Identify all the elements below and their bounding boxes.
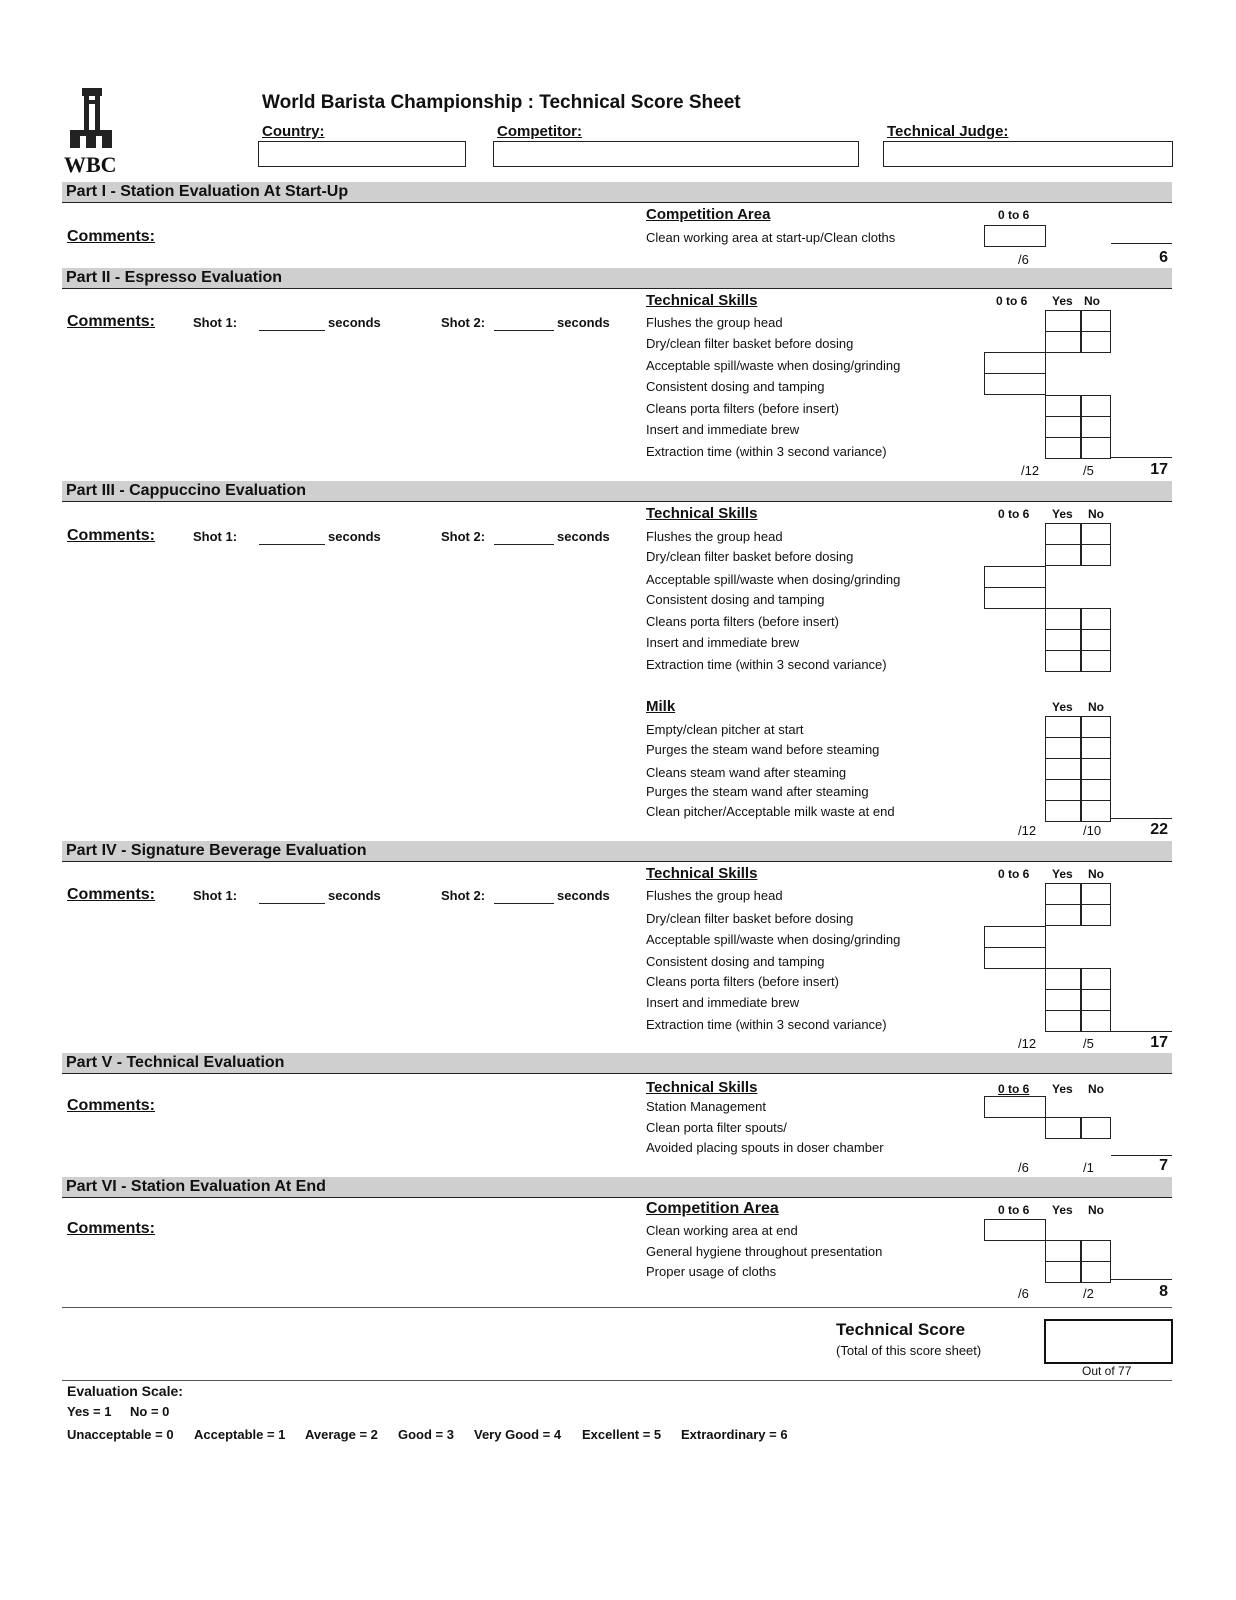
part3-milk-no-5[interactable] xyxy=(1080,800,1111,822)
part4-item-4: Consistent dosing and tamping xyxy=(646,954,825,969)
part3-technical-skills-heading: Technical Skills xyxy=(646,505,758,522)
part4-scale-3[interactable] xyxy=(984,926,1046,948)
part3-band xyxy=(62,481,1172,502)
part4-item-1: Flushes the group head xyxy=(646,888,783,903)
part6-title: Part VI - Station Evaluation At End xyxy=(66,1178,326,1195)
part3-item-3: Acceptable spill/waste when dosing/grinding xyxy=(646,572,901,587)
part3-milk-no-4[interactable] xyxy=(1080,779,1111,801)
scale-level-6: Extraordinary = 6 xyxy=(681,1427,788,1442)
part1-score: 6 xyxy=(1159,249,1168,266)
part2-shot1-seconds: seconds xyxy=(328,315,381,330)
part4-no-5[interactable] xyxy=(1080,968,1111,990)
part6-max-scale: /6 xyxy=(1018,1286,1029,1301)
part3-score: 22 xyxy=(1150,821,1168,838)
part3-shot1-seconds: seconds xyxy=(328,529,381,544)
part4-yes-1[interactable] xyxy=(1045,883,1082,905)
part2-no-7[interactable] xyxy=(1080,437,1111,459)
part6-item-3: Proper usage of cloths xyxy=(646,1264,777,1279)
competitor-field[interactable] xyxy=(493,141,859,167)
part3-milk-yes-5[interactable] xyxy=(1045,800,1082,822)
part4-technical-skills-heading: Technical Skills xyxy=(646,865,758,882)
part2-yes-header: Yes xyxy=(1052,294,1073,308)
part3-milk-item-1: Empty/clean pitcher at start xyxy=(646,722,804,737)
part3-comments-label: Comments: xyxy=(67,527,156,544)
part2-item-7: Extraction time (within 3 second variance) xyxy=(646,444,887,459)
part3-max-yesno: /10 xyxy=(1083,823,1102,838)
part3-milk-no-header: No xyxy=(1088,700,1104,714)
part3-milk-item-2: Purges the steam wand before steaming xyxy=(646,742,880,757)
part2-no-6[interactable] xyxy=(1080,416,1111,438)
part5-item-3: Avoided placing spouts in doser chamber xyxy=(646,1140,884,1155)
part3-milk-yes-header: Yes xyxy=(1052,700,1073,714)
part3-item-4: Consistent dosing and tamping xyxy=(646,592,825,607)
part1-comments-label: Comments: xyxy=(67,228,156,245)
part2-scale-header: 0 to 6 xyxy=(996,294,1028,308)
part2-shot1-label: Shot 1: xyxy=(193,315,238,330)
part2-shot2-seconds: seconds xyxy=(557,315,610,330)
part2-max-yesno: /5 xyxy=(1083,463,1094,478)
part6-yes-header: Yes xyxy=(1052,1203,1073,1217)
part5-item-2: Clean porta filter spouts/ xyxy=(646,1120,787,1135)
part4-band xyxy=(62,841,1172,862)
part2-shot2-input[interactable] xyxy=(494,330,554,331)
part4-no-header: No xyxy=(1088,867,1104,881)
part3-milk-yes-2[interactable] xyxy=(1045,737,1082,759)
part6-yes-3[interactable] xyxy=(1045,1261,1082,1283)
part3-milk-item-4: Purges the steam wand after steaming xyxy=(646,784,869,799)
country-field[interactable] xyxy=(258,141,466,167)
part3-scale-header: 0 to 6 xyxy=(998,507,1030,521)
part3-no-6[interactable] xyxy=(1080,629,1111,651)
part6-scale-header: 0 to 6 xyxy=(998,1203,1030,1217)
part4-scale-header: 0 to 6 xyxy=(998,867,1030,881)
part3-shot2-input[interactable] xyxy=(494,544,554,545)
part4-shot2-label: Shot 2: xyxy=(441,888,486,903)
part5-score: 7 xyxy=(1159,1157,1168,1174)
part4-shot1-input[interactable] xyxy=(259,903,325,904)
part6-score: 8 xyxy=(1159,1283,1168,1300)
part2-comments-label: Comments: xyxy=(67,313,156,330)
part4-yes-5[interactable] xyxy=(1045,968,1082,990)
part5-scale-1[interactable] xyxy=(984,1096,1046,1118)
part2-yes-6[interactable] xyxy=(1045,416,1082,438)
part1-max-scale: /6 xyxy=(1018,252,1029,267)
tower-logo-icon xyxy=(66,86,116,150)
part3-shot2-seconds: seconds xyxy=(557,529,610,544)
part5-yes-header: Yes xyxy=(1052,1082,1073,1096)
part3-milk-yes-4[interactable] xyxy=(1045,779,1082,801)
competitor-label: Competitor: xyxy=(497,123,582,140)
scale-level-0: Unacceptable = 0 xyxy=(67,1427,174,1442)
part2-item-2: Dry/clean filter basket before dosing xyxy=(646,336,854,351)
part5-no-header: No xyxy=(1088,1082,1104,1096)
part3-milk-no-3[interactable] xyxy=(1080,758,1111,780)
part3-scale-4[interactable] xyxy=(984,587,1046,609)
part2-item-5: Cleans porta filters (before insert) xyxy=(646,401,839,416)
part3-item-5: Cleans porta filters (before insert) xyxy=(646,614,839,629)
part3-yes-6[interactable] xyxy=(1045,629,1082,651)
part2-no-header: No xyxy=(1084,294,1100,308)
part2-max-scale: /12 xyxy=(1021,463,1040,478)
part5-band xyxy=(62,1053,1172,1074)
part3-yes-header: Yes xyxy=(1052,507,1073,521)
part1-scale-header: 0 to 6 xyxy=(998,208,1030,222)
part4-no-7[interactable] xyxy=(1080,1010,1111,1032)
part1-competition-area-heading: Competition Area xyxy=(646,206,771,223)
part2-scale-3[interactable] xyxy=(984,352,1046,374)
part2-no-1[interactable] xyxy=(1080,310,1111,332)
out-of-label: Out of 77 xyxy=(1082,1364,1132,1378)
part4-item-2: Dry/clean filter basket before dosing xyxy=(646,911,854,926)
part3-milk-yes-1[interactable] xyxy=(1045,716,1082,738)
part6-item-2: General hygiene throughout presentation xyxy=(646,1244,883,1259)
page-title: World Barista Championship : Technical Score Sheet xyxy=(262,92,741,113)
part5-max-scale: /6 xyxy=(1018,1160,1029,1175)
part2-score: 17 xyxy=(1150,461,1168,478)
part4-item-7: Extraction time (within 3 second variance) xyxy=(646,1017,887,1032)
part2-item-3: Acceptable spill/waste when dosing/grinding xyxy=(646,358,901,373)
part2-band xyxy=(62,268,1172,289)
part2-title: Part II - Espresso Evaluation xyxy=(66,269,283,286)
part4-yes-header: Yes xyxy=(1052,867,1073,881)
part4-no-1[interactable] xyxy=(1080,883,1111,905)
part3-milk-no-1[interactable] xyxy=(1080,716,1111,738)
part4-yes-6[interactable] xyxy=(1045,989,1082,1011)
scale-no: No = 0 xyxy=(130,1404,170,1419)
part3-scale-3[interactable] xyxy=(984,566,1046,588)
part3-title: Part III - Cappuccino Evaluation xyxy=(66,482,307,499)
part1-score-line xyxy=(1111,243,1172,244)
part4-item-3: Acceptable spill/waste when dosing/grinding xyxy=(646,932,901,947)
part2-technical-skills-heading: Technical Skills xyxy=(646,292,758,309)
part4-score-line xyxy=(1111,1031,1172,1032)
part2-item-1: Flushes the group head xyxy=(646,315,783,330)
part1-item: Clean working area at start-up/Clean cloths xyxy=(646,230,896,245)
wbc-logo xyxy=(66,86,116,150)
scale-title: Evaluation Scale: xyxy=(67,1383,183,1399)
part2-score-line xyxy=(1111,457,1172,458)
part5-scale-header: 0 to 6 xyxy=(998,1082,1030,1096)
total-top-rule xyxy=(62,1307,1172,1308)
part4-title: Part IV - Signature Beverage Evaluation xyxy=(66,842,367,859)
part3-shot1-label: Shot 1: xyxy=(193,529,238,544)
part2-yes-7[interactable] xyxy=(1045,437,1082,459)
part3-shot2-label: Shot 2: xyxy=(441,529,486,544)
part6-score-line xyxy=(1111,1279,1172,1280)
part6-competition-area-heading: Competition Area xyxy=(646,1200,779,1217)
part5-yes-2[interactable] xyxy=(1045,1117,1082,1139)
part5-comments-label: Comments: xyxy=(67,1097,156,1114)
scale-yes: Yes = 1 xyxy=(67,1404,112,1419)
judge-label: Technical Judge: xyxy=(887,123,1009,140)
scale-level-3: Good = 3 xyxy=(398,1427,454,1442)
part3-item-1: Flushes the group head xyxy=(646,529,783,544)
part3-item-2: Dry/clean filter basket before dosing xyxy=(646,549,854,564)
part1-band xyxy=(62,182,1172,203)
part3-milk-item-5: Clean pitcher/Acceptable milk waste at end xyxy=(646,804,895,819)
part3-no-2[interactable] xyxy=(1080,544,1111,566)
technical-score-sub: (Total of this score sheet) xyxy=(836,1343,982,1358)
part5-item-1: Station Management xyxy=(646,1099,766,1114)
scale-level-5: Excellent = 5 xyxy=(582,1427,662,1442)
part3-yes-7[interactable] xyxy=(1045,650,1082,672)
part2-yes-5[interactable] xyxy=(1045,395,1082,417)
part2-no-2[interactable] xyxy=(1080,331,1111,353)
part3-no-5[interactable] xyxy=(1080,608,1111,630)
part5-technical-skills-heading: Technical Skills xyxy=(646,1079,758,1096)
part4-shot2-input[interactable] xyxy=(494,903,554,904)
part4-max-yesno: /5 xyxy=(1083,1036,1094,1051)
part4-comments-label: Comments: xyxy=(67,886,156,903)
scale-level-4: Very Good = 4 xyxy=(474,1427,562,1442)
scale-level-2: Average = 2 xyxy=(305,1427,378,1442)
part2-no-5[interactable] xyxy=(1080,395,1111,417)
part5-no-2[interactable] xyxy=(1080,1117,1111,1139)
part4-shot1-seconds: seconds xyxy=(328,888,381,903)
part5-max-yesno: /1 xyxy=(1083,1160,1094,1175)
part3-yes-2[interactable] xyxy=(1045,544,1082,566)
part4-yes-7[interactable] xyxy=(1045,1010,1082,1032)
technical-score-label: Technical Score xyxy=(836,1320,966,1339)
part2-item-6: Insert and immediate brew xyxy=(646,422,800,437)
part4-yes-2[interactable] xyxy=(1045,904,1082,926)
part6-band xyxy=(62,1177,1172,1198)
part6-yes-2[interactable] xyxy=(1045,1240,1082,1262)
part1-title: Part I - Station Evaluation At Start-Up xyxy=(66,183,349,200)
part4-no-2[interactable] xyxy=(1080,904,1111,926)
part3-yes-5[interactable] xyxy=(1045,608,1082,630)
total-bottom-rule xyxy=(62,1380,1172,1381)
part3-item-7: Extraction time (within 3 second variance) xyxy=(646,657,887,672)
part2-scale-4[interactable] xyxy=(984,373,1046,395)
part3-item-6: Insert and immediate brew xyxy=(646,635,800,650)
part4-item-5: Cleans porta filters (before insert) xyxy=(646,974,839,989)
part4-item-6: Insert and immediate brew xyxy=(646,995,800,1010)
part4-max-scale: /12 xyxy=(1018,1036,1037,1051)
part3-milk-yes-3[interactable] xyxy=(1045,758,1082,780)
part4-scale-4[interactable] xyxy=(984,947,1046,969)
logo-text: WBC xyxy=(64,152,117,177)
part6-comments-label: Comments: xyxy=(67,1220,156,1237)
part5-title: Part V - Technical Evaluation xyxy=(66,1054,285,1071)
part3-yes-1[interactable] xyxy=(1045,523,1082,545)
part3-milk-no-2[interactable] xyxy=(1080,737,1111,759)
part2-yes-1[interactable] xyxy=(1045,310,1082,332)
part3-no-header: No xyxy=(1088,507,1104,521)
part3-milk-heading: Milk xyxy=(646,698,676,715)
part6-item-1: Clean working area at end xyxy=(646,1223,798,1238)
part3-milk-item-3: Cleans steam wand after steaming xyxy=(646,765,847,780)
technical-score-box[interactable] xyxy=(1044,1319,1173,1364)
part3-no-7[interactable] xyxy=(1080,650,1111,672)
part6-max-yesno: /2 xyxy=(1083,1286,1094,1301)
part6-no-header: No xyxy=(1088,1203,1104,1217)
part6-no-2[interactable] xyxy=(1080,1240,1111,1262)
part6-no-3[interactable] xyxy=(1080,1261,1111,1283)
part3-max-scale: /12 xyxy=(1018,823,1037,838)
part1-scale-cell[interactable] xyxy=(984,225,1046,247)
part3-shot1-input[interactable] xyxy=(259,544,325,545)
part3-no-1[interactable] xyxy=(1080,523,1111,545)
part3-score-line xyxy=(1111,818,1172,819)
part2-yes-2[interactable] xyxy=(1045,331,1082,353)
part2-shot2-label: Shot 2: xyxy=(441,315,486,330)
part2-item-4: Consistent dosing and tamping xyxy=(646,379,825,394)
country-label: Country: xyxy=(262,123,325,140)
part4-no-6[interactable] xyxy=(1080,989,1111,1011)
part4-shot1-label: Shot 1: xyxy=(193,888,238,903)
judge-field[interactable] xyxy=(883,141,1173,167)
part2-shot1-input[interactable] xyxy=(259,330,325,331)
part6-scale-1[interactable] xyxy=(984,1219,1046,1241)
part4-score: 17 xyxy=(1150,1034,1168,1051)
scale-level-1: Acceptable = 1 xyxy=(194,1427,286,1442)
part5-score-line xyxy=(1111,1155,1172,1156)
part4-shot2-seconds: seconds xyxy=(557,888,610,903)
